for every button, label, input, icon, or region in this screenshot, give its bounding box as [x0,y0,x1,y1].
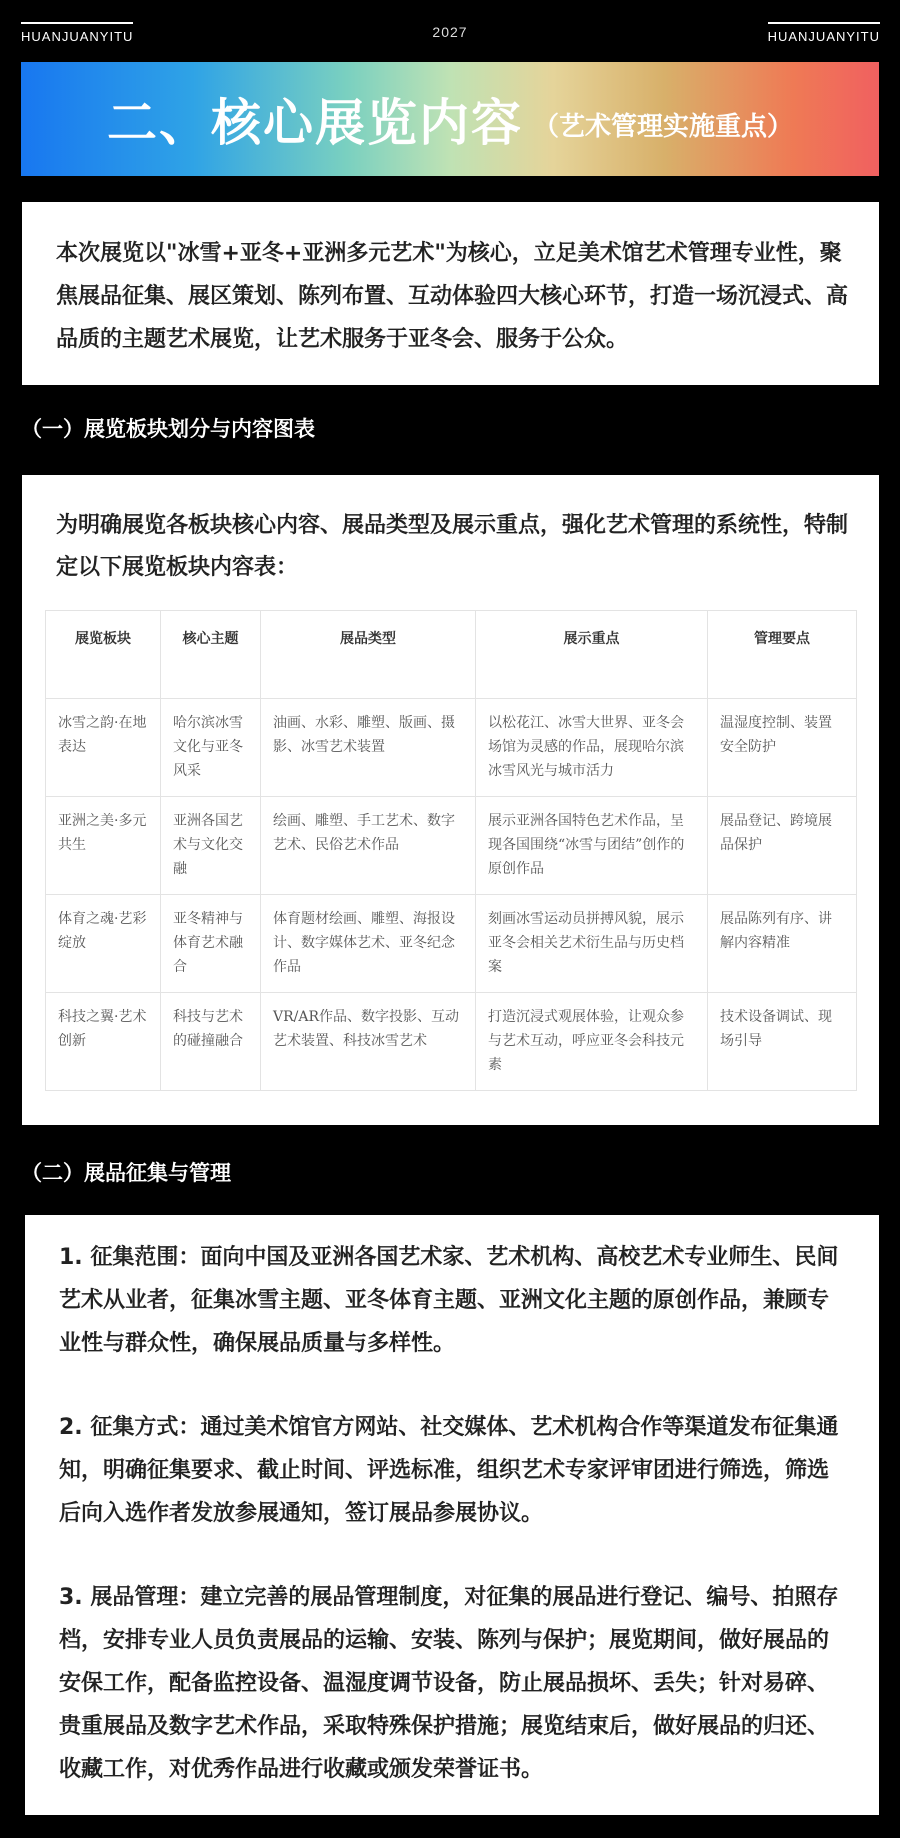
collection-item-method: 2. 征集方式：通过美术馆官方网站、社交媒体、艺术机构合作等渠道发布征集通知，明确征集要求、截止时间、评选标准，组织艺术专家评审团进行筛选，筛选后向入选作者发放参展通知，签订展品参展协议。 [59,1415,839,1526]
table-cell: 亚洲之美·多元共生 [46,797,161,895]
table-cell: 科技与艺术的碰撞融合 [161,993,261,1091]
table-cell: 亚洲各国艺术与文化交融 [161,797,261,895]
intro-card [22,202,879,385]
page-title: 二、核心展览内容 [106,94,523,152]
column-header: 核心主题 [161,611,261,699]
table-row [46,699,857,797]
spacer [25,1535,879,1576]
table-cell: 哈尔滨冰雪文化与亚冬风采 [161,699,261,797]
page-subtitle: （艺术管理实施重点） [532,111,793,142]
collection-item-management: 3. 展品管理：建立完善的展品管理制度，对征集的展品进行登记、编号、拍照存档，安排专业人员负责展品的运输、安装、陈列与保护；展览期间，做好展品的安保工作，配备监控设备、温湿度调节设备，防止展品损坏、丢失；针对易碎、贵重展品及数字艺术作品，采取特殊保护措施；展览结束后，做好展品的归还、收藏工作，对优秀作品进行收藏或颁发荣誉证书。 [59,1585,839,1782]
table-cell: 以松花江、冰雪大世界、亚冬会场馆为灵感的作品，展现哈尔滨冰雪风光与城市活力 [476,699,708,797]
brand-label-left: HUANJUANYITU [21,22,133,44]
table-cell: VR/AR作品、数字投影、互动艺术装置、科技冰雪艺术 [261,993,476,1091]
table-cell: 冰雪之韵·在地表达 [46,699,161,797]
table-cell: 展品登记、跨境展品保护 [708,797,857,895]
section-heading-exhibition-blocks: （一）展览板块划分与内容图表 [21,417,315,441]
table-intro-text: 为明确展览各板块核心内容、展品类型及展示重点，强化艺术管理的系统性，特制定以下展览板块内容表： [56,513,849,580]
year-label: 2027 [432,24,468,40]
top-bar [0,0,900,60]
table-cell: 展示亚洲各国特色艺术作品，呈现各国围绕“冰雪与团结”创作的原创作品 [476,797,708,895]
table-cell: 温湿度控制、装置安全防护 [708,699,857,797]
column-header: 展览板块 [46,611,161,699]
table-cell: 展品陈列有序、讲解内容精准 [708,895,857,993]
table-row [46,993,857,1091]
column-header: 展品类型 [261,611,476,699]
table-cell: 体育之魂·艺彩绽放 [46,895,161,993]
intro-text: 本次展览以"冰雪+亚冬+亚洲多元艺术"为核心，立足美术馆艺术管理专业性，聚焦展品征集、展区策划、陈列布置、互动体验四大核心环节，打造一场沉浸式、高品质的主题艺术展览，让艺术服务于亚冬会、服务于公众。 [56,241,849,352]
table-cell: 打造沉浸式观展体验，让观众参与艺术互动，呼应亚冬会科技元素 [476,993,708,1091]
table-row [46,797,857,895]
brand-label-right: HUANJUANYITU [768,22,880,44]
collection-card [25,1215,879,1815]
exhibition-blocks-table [45,610,857,1091]
table-row [46,895,857,993]
table-cell: 技术设备调试、现场引导 [708,993,857,1091]
section-heading-collection: （二）展品征集与管理 [21,1161,231,1185]
table-cell: 体育题材绘画、雕塑、海报设计、数字媒体艺术、亚冬纪念作品 [261,895,476,993]
column-header: 管理要点 [708,611,857,699]
table-cell: 亚冬精神与体育艺术融合 [161,895,261,993]
table-cell: 油画、水彩、雕塑、版画、摄影、冰雪艺术装置 [261,699,476,797]
spacer [25,1365,879,1406]
title-banner [21,62,879,176]
table-cell: 刻画冰雪运动员拼搏风貌，展示亚冬会相关艺术衍生品与历史档案 [476,895,708,993]
exhibition-blocks-card [22,475,879,1125]
table-cell: 科技之翼·艺术创新 [46,993,161,1091]
collection-item-scope: 1. 征集范围：面向中国及亚洲各国艺术家、艺术机构、高校艺术专业师生、民间艺术从业者，征集冰雪主题、亚冬体育主题、亚洲文化主题的原创作品，兼顾专业性与群众性，确保展品质量与多样性。 [59,1245,839,1356]
table-cell: 绘画、雕塑、手工艺术、数字艺术、民俗艺术作品 [261,797,476,895]
table-header-row [46,611,857,699]
column-header: 展示重点 [476,611,708,699]
